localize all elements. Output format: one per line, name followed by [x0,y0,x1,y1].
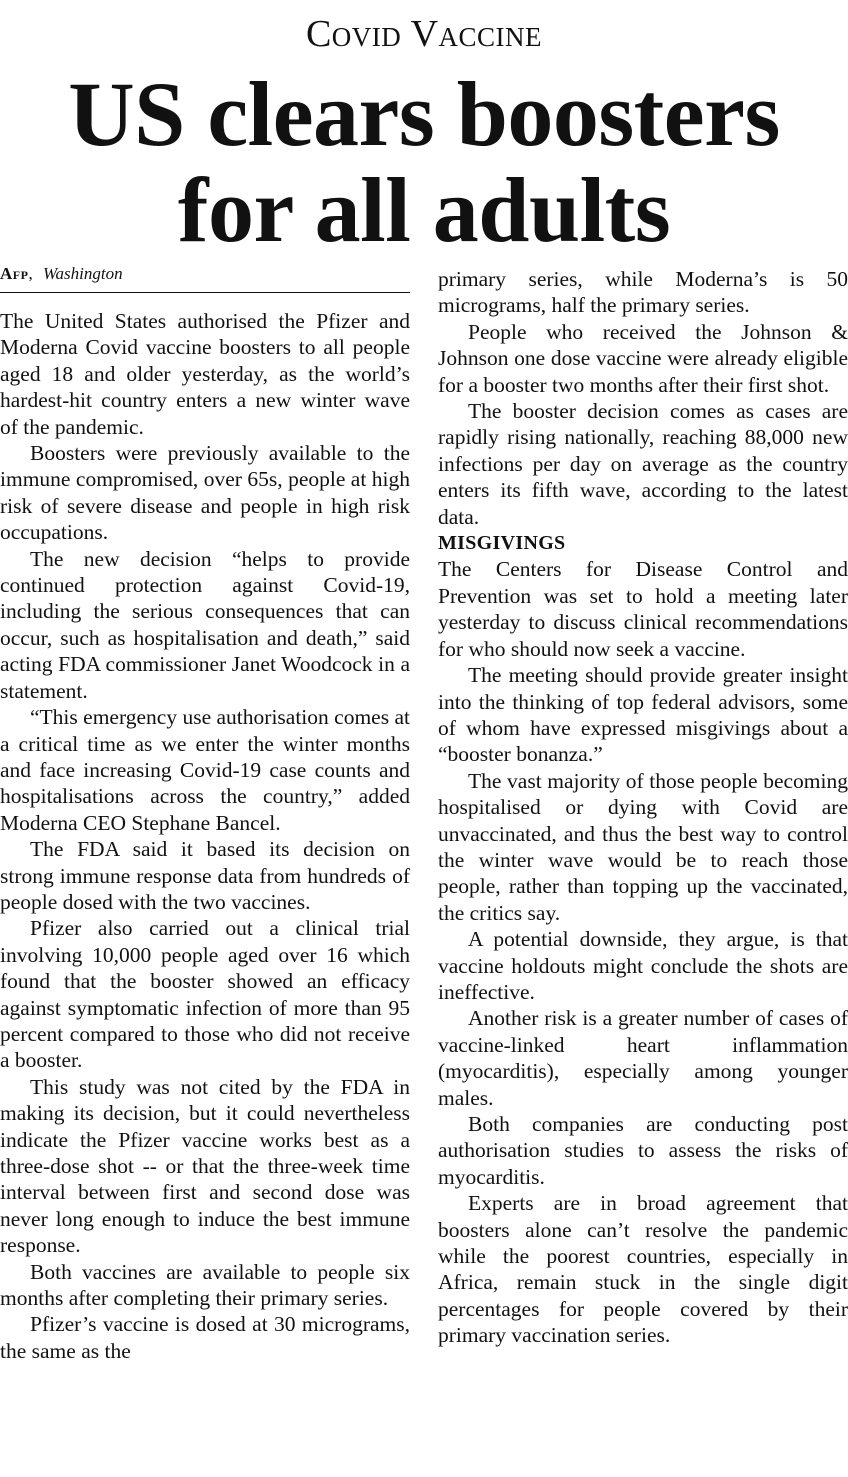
headline-line-1: US clears boosters [68,63,780,165]
paragraph: “This emergency use authorisation comes at a critical time as we enter the winter months and face increasing Covid-19 case counts and hospitalisations across the country,” added Moderna CEO Stephane Bancel. [0,705,410,835]
article-column-right [438,266,848,1349]
section-kicker: Covid Vaccine [305,13,543,55]
paragraph: The United States authorised the Pfizer and Moderna Covid vaccine boosters to all people aged 18 and older yesterday, as the world’s hardest-hit country enters a new winter wave of the pandemic. [0,309,410,439]
paragraph: Another risk is a greater number of cases of vaccine-linked heart inflammation (myocarditis), especially among younger males. [438,1006,848,1110]
headline-line-2: for all adults [177,159,671,261]
byline-location: Washington [42,264,123,283]
paragraph: This study was not cited by the FDA in making its decision, but it could nevertheless indicate the Pfizer vaccine works best as a three-dose shot -- or that the three-week time interval between first and second dose was never long enough to induce the best immune response. [0,1074,410,1258]
paragraph-continued: primary series, while Moderna’s is 50 micrograms, half the primary series. [438,267,848,318]
paragraph: Both vaccines are available to people six months after completing their primary series. [0,1259,410,1311]
subheading: MISGIVINGS [438,532,566,555]
article-column-left [0,308,410,1364]
paragraph: The meeting should provide greater insight into the thinking of top federal advisors, some of whom have expressed misgivings about a “booster bonanza.” [438,663,848,767]
paragraph: A potential downside, they argue, is that vaccine holdouts might conclude the shots are ineffective. [438,927,848,1004]
paragraph: Pfizer also carried out a clinical trial involving 10,000 people aged over 16 which found that the booster showed an efficacy against symptomatic infection of more than 95 percent compared to those who did not receive a booster. [0,916,410,1073]
paragraph: People who received the Johnson & Johnson one dose vaccine were already eligible for a booster two months after their first shot. [438,319,848,397]
paragraph: The Centers for Disease Control and Prevention was set to hold a meeting later yesterday to discuss clinical recommendations for who should now seek a vaccine. [438,557,848,661]
byline [0,262,410,293]
byline-separator: , [28,264,33,283]
paragraph: The new decision “helps to provide continued protection against Covid-19, including the serious consequences that can occur, such as hospitalisation and death,” said acting FDA commissioner Janet Woodcock in a statement. [0,546,410,703]
paragraph: The booster decision comes as cases are rapidly rising nationally, reaching 88,000 new infections per day on average as the country enters its fifth wave, according to the latest data. [438,399,848,529]
headline [0,63,848,261]
byline-agency: Afp [0,264,29,283]
paragraph: Pfizer’s vaccine is dosed at 30 micrograms, the same as the [0,1312,410,1363]
paragraph: The vast majority of those people becoming hospitalised or dying with Covid are unvaccinated, and thus the best way to control the winter wave would be to reach those people, rather than topping up the vaccinated, the critics say. [438,768,848,925]
paragraph: Both companies are conducting post authorisation studies to assess the risks of myocarditis. [438,1112,848,1189]
paragraph: Boosters were previously available to the immune compromised, over 65s, people at high risk of severe disease and people in high risk occupations. [0,441,410,545]
paragraph: The FDA said it based its decision on strong immune response data from hundreds of people dosed with the two vaccines. [0,837,410,914]
paragraph: Experts are in broad agreement that boosters alone can’t resolve the pandemic while the poorest countries, especially in Africa, remain stuck in the single digit percentages for people covered by their primary vaccination series. [438,1191,848,1348]
